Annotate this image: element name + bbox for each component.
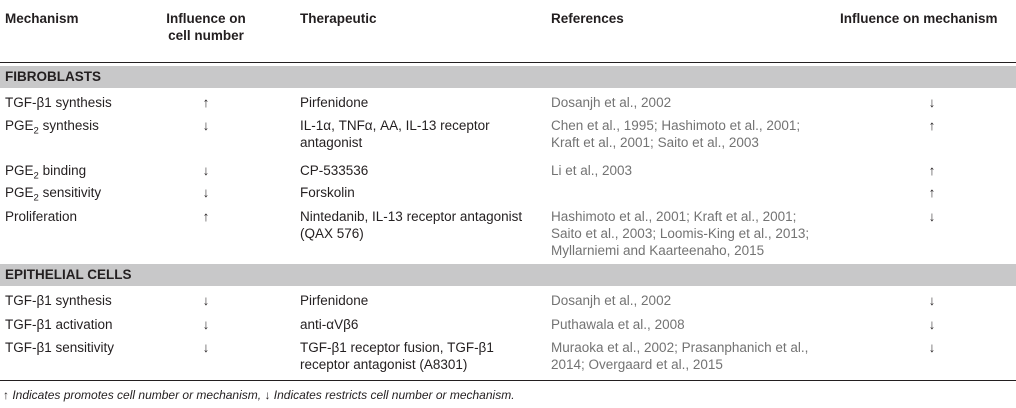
influence-mechanism-cell: ↓	[928, 293, 936, 308]
therapeutic-cell: Pirfenidone	[300, 95, 369, 110]
table-header	[0, 0, 1016, 62]
mechanism-text: TGF-β1 sensitivity	[5, 340, 115, 355]
influence-mechanism-cell: ↑	[928, 163, 936, 178]
mechanism-suffix: synthesis	[38, 118, 99, 133]
therapeutic-cell: CP-533536	[300, 163, 369, 178]
mechanism-subscript: 2	[33, 192, 39, 204]
influence-mechanism-cell: ↑	[928, 185, 936, 200]
mechanism-suffix: binding	[38, 163, 87, 178]
mechanism-cell	[5, 94, 112, 111]
mechanism-text: TGF-β1 synthesis	[5, 95, 112, 110]
therapeutic-cell: Forskolin	[300, 185, 355, 200]
influence-mechanism-cell: ↓	[928, 317, 936, 332]
mechanism-cell	[5, 117, 99, 137]
references-cell: Muraoka et al., 2002; Prasanphanich et al., 2014; Overgaard et al., 2015	[551, 340, 809, 372]
table-footnote: ↑ Indicates promotes cell number or mechanism, ↓ Indicates restricts cell number or mechanism.	[3, 388, 515, 402]
mechanism-text: PGE	[5, 118, 34, 133]
references-cell: Chen et al., 1995; Hashimoto et al., 2001; Kraft et al., 2001; Saito et al., 2003	[551, 118, 801, 150]
header-influence-cell	[164, 10, 248, 44]
mechanism-text: TGF-β1 synthesis	[5, 293, 112, 308]
therapeutic-cell: TGF-β1 receptor fusion, TGF-β1 receptor antagonist (A8301)	[300, 340, 494, 372]
mechanism-cell	[5, 184, 102, 204]
header-references: References	[551, 11, 624, 26]
therapeutic-cell: IL-1α, TNFα, AA, IL-13 receptor antagonist	[300, 118, 490, 150]
mechanism-text: TGF-β1 activation	[5, 317, 113, 332]
influence-cell: ↑	[202, 95, 210, 110]
mechanism-text: PGE	[5, 185, 34, 200]
header-influence-cell-line2: cell number	[168, 28, 244, 43]
bottom-rule	[0, 380, 1016, 381]
references-cell: Dosanjh et al., 2002	[551, 95, 672, 110]
influence-cell: ↓	[202, 118, 210, 133]
influence-cell: ↑	[202, 209, 210, 224]
references-cell: Hashimoto et al., 2001; Kraft et al., 2001; Saito et al., 2003; Loomis-King et al., 2013; Myllarniemi and Kaarteenaho, 2015	[551, 209, 810, 258]
section-band-epithelial-cells	[0, 264, 1016, 286]
mechanism-cell	[5, 208, 77, 225]
mechanism-cell	[5, 316, 113, 333]
section-band-fibroblasts	[0, 66, 1016, 88]
mechanism-subscript: 2	[33, 125, 39, 137]
influence-mechanism-cell: ↓	[928, 95, 936, 110]
header-therapeutic: Therapeutic	[300, 11, 377, 26]
therapeutic-cell: Nintedanib, IL-13 receptor antagonist (QAX 576)	[300, 209, 523, 241]
references-cell: Dosanjh et al., 2002	[551, 293, 672, 308]
influence-cell: ↓	[202, 163, 210, 178]
therapeutic-cell: anti-αVβ6	[300, 317, 359, 332]
therapeutic-cell: Pirfenidone	[300, 293, 369, 308]
mechanism-text: Proliferation	[5, 209, 78, 224]
header-influence-cell-line1: Influence on	[166, 11, 246, 26]
mechanism-subscript: 2	[33, 170, 39, 182]
mechanism-text: PGE	[5, 163, 34, 178]
references-cell: Li et al., 2003	[551, 163, 633, 178]
influence-cell: ↓	[202, 293, 210, 308]
influence-cell: ↓	[202, 340, 210, 355]
influence-mechanism-cell: ↓	[928, 340, 936, 355]
section-title: FIBROBLASTS	[5, 69, 101, 84]
influence-mechanism-cell: ↓	[928, 209, 936, 224]
mechanism-cell	[5, 292, 112, 309]
mechanism-suffix: sensitivity	[38, 185, 102, 200]
header-mechanism: Mechanism	[5, 11, 79, 26]
influence-cell: ↓	[202, 185, 210, 200]
header-rule	[0, 62, 1016, 63]
mechanism-cell	[5, 339, 114, 356]
mechanism-cell	[5, 162, 87, 182]
influence-mechanism-cell: ↑	[928, 118, 936, 133]
section-title: EPITHELIAL CELLS	[5, 267, 132, 282]
references-cell: Puthawala et al., 2008	[551, 317, 685, 332]
influence-cell: ↓	[202, 317, 210, 332]
header-influence-mechanism: Influence on mechanism	[840, 11, 998, 26]
